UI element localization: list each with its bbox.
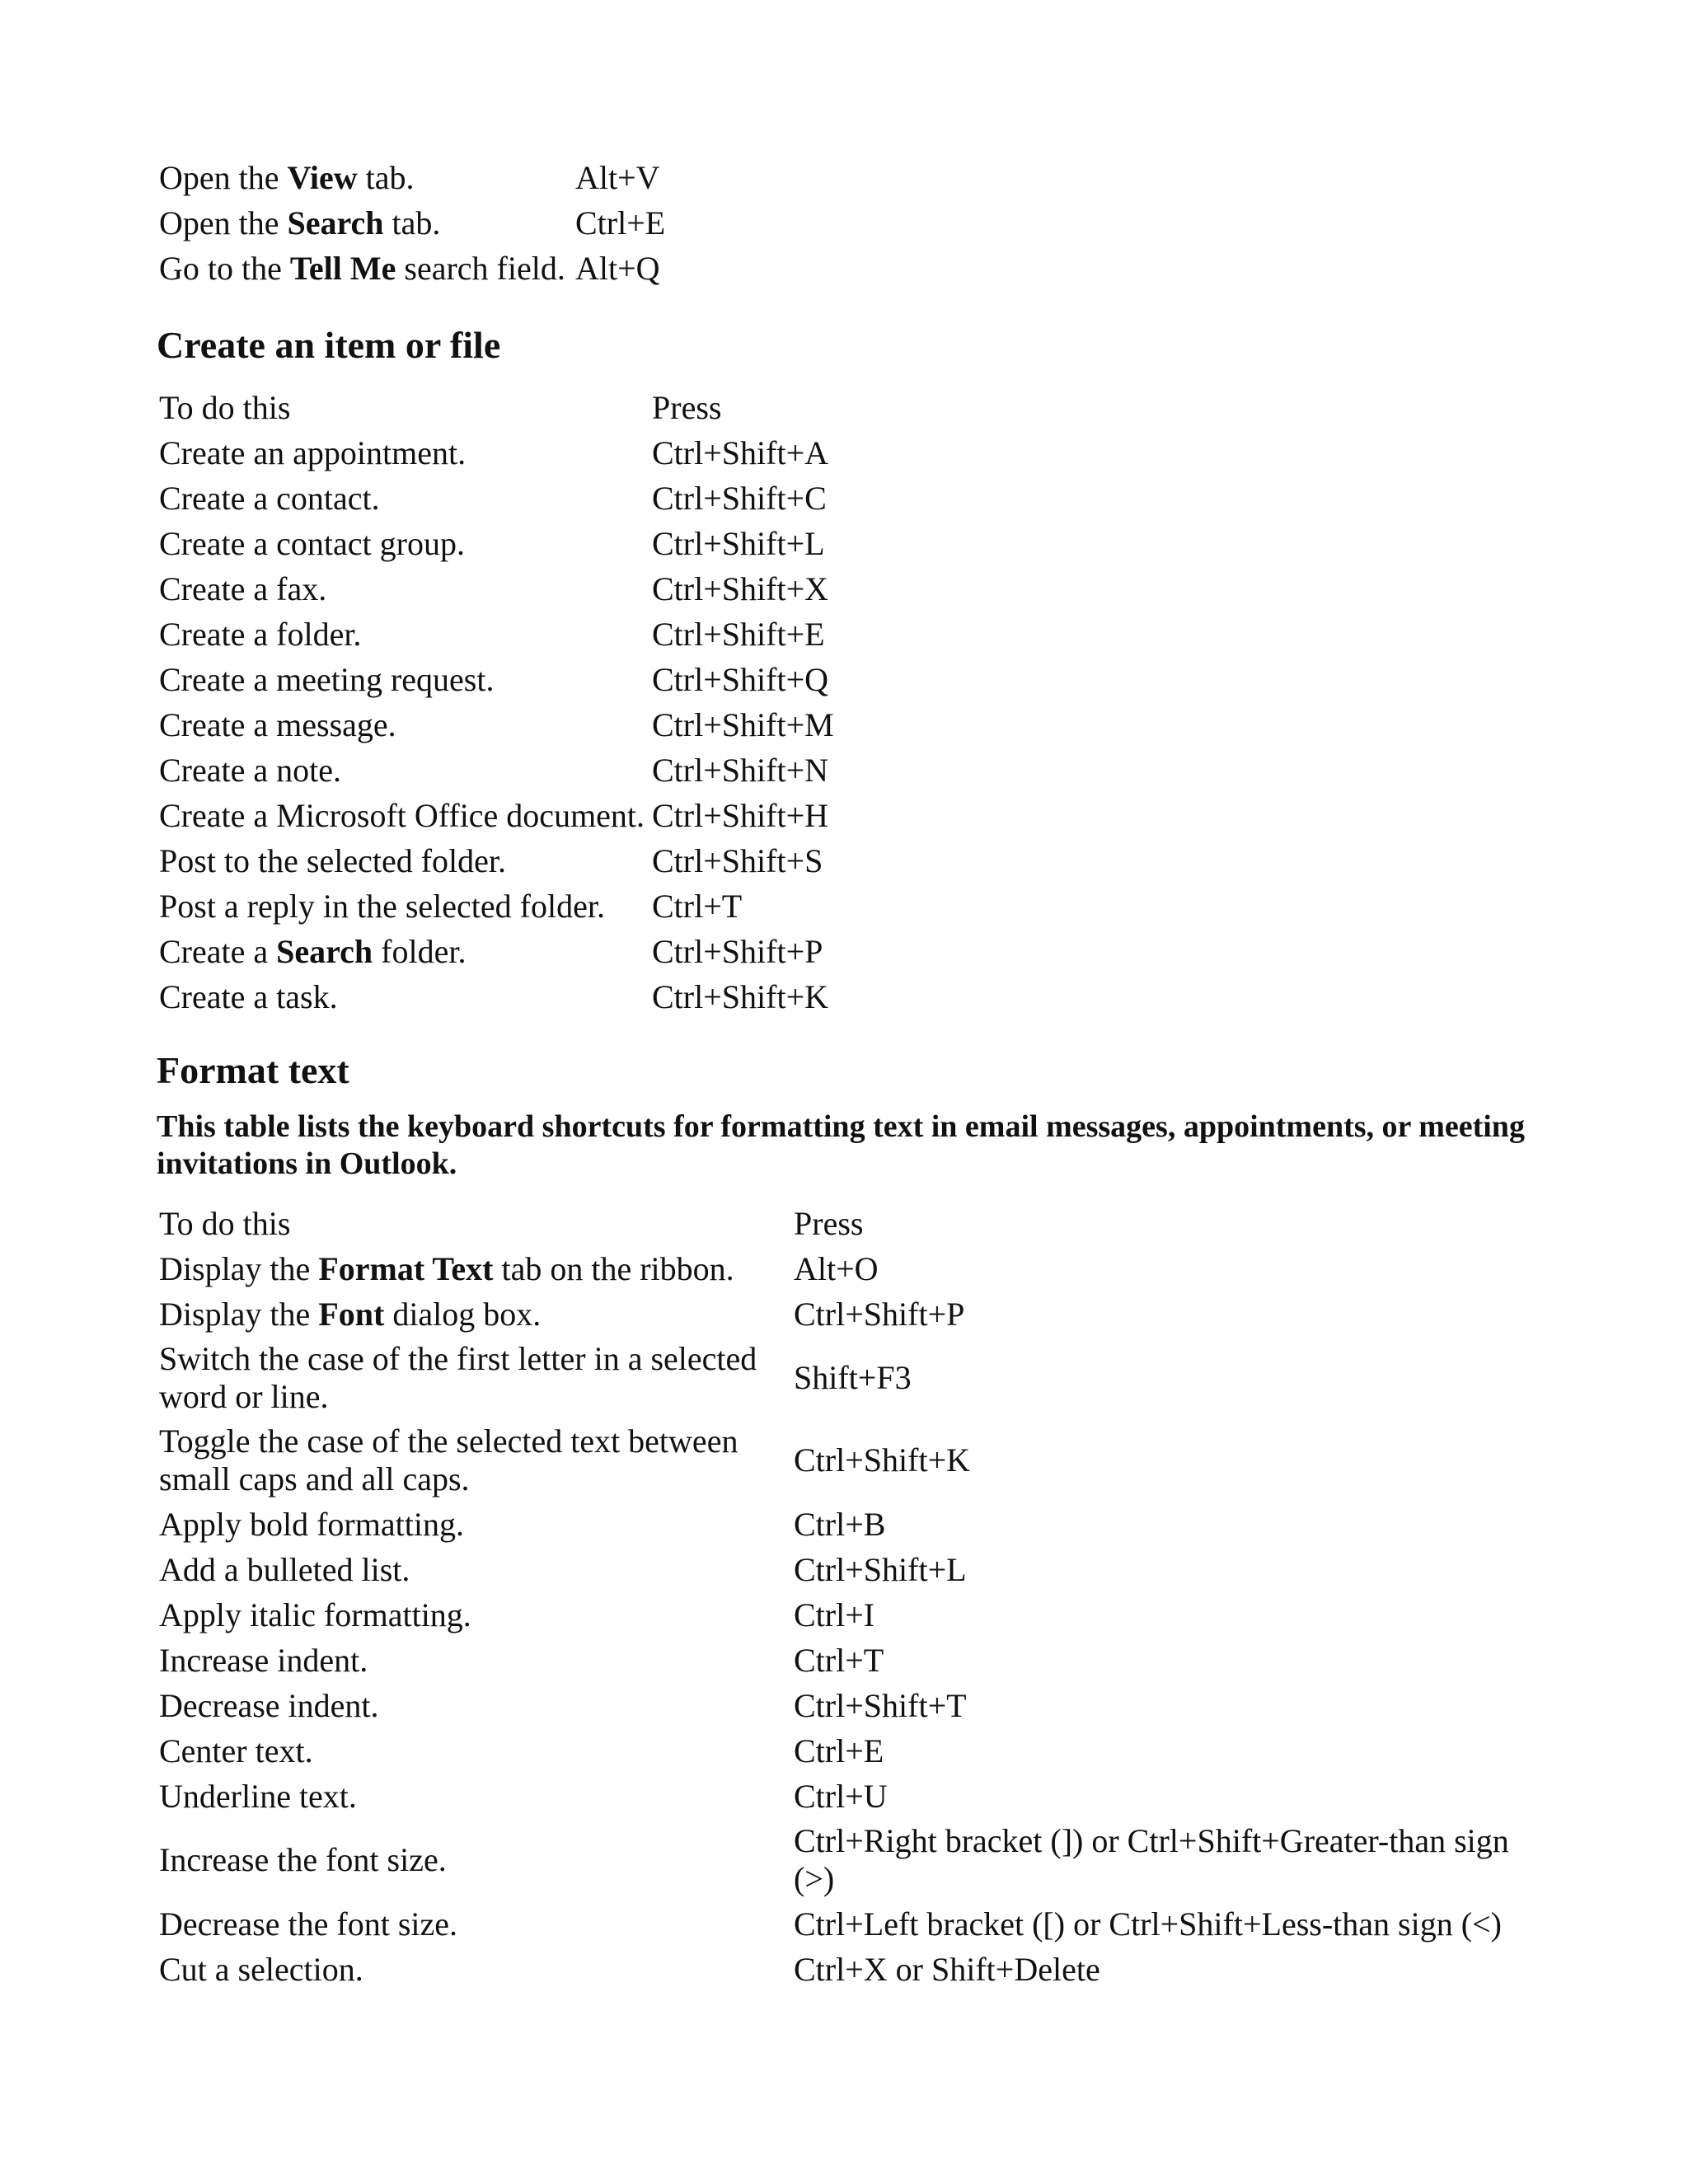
keys-cell: Ctrl+Shift+X xyxy=(652,569,829,607)
table-row xyxy=(159,430,834,476)
table-row xyxy=(159,883,834,929)
table-row xyxy=(159,974,834,1019)
table-header-row xyxy=(159,385,834,430)
table-row xyxy=(159,200,665,246)
action-cell: Decrease the font size. xyxy=(159,1905,458,1943)
action-cell: Create an appointment. xyxy=(159,434,467,471)
table-row xyxy=(159,476,834,521)
action-cell: Create a Search folder. xyxy=(159,932,467,970)
action-cell: Create a Microsoft Office document. xyxy=(159,796,645,834)
column-header-action: To do this xyxy=(159,388,291,426)
table-row xyxy=(159,929,834,974)
action-cell: Create a contact group. xyxy=(159,524,465,562)
table-row xyxy=(159,748,834,793)
table-row xyxy=(159,155,665,200)
column-header-keys: Press xyxy=(794,1204,864,1242)
table-row xyxy=(159,1819,1519,1901)
keys-cell: Ctrl+Shift+Q xyxy=(652,660,829,698)
keys-cell: Ctrl+Shift+M xyxy=(652,705,834,743)
table-row xyxy=(159,702,834,748)
table-row xyxy=(159,1246,1519,1291)
column-header-keys: Press xyxy=(652,388,722,426)
table-row xyxy=(159,1419,1519,1502)
keys-cell: Ctrl+E xyxy=(575,204,666,241)
format-section-heading: Format text xyxy=(157,1049,349,1091)
action-cell: Add a bulleted list. xyxy=(159,1550,410,1588)
keys-cell: Ctrl+Left bracket ([) or Ctrl+Shift+Less-than sign (<) xyxy=(794,1905,1502,1943)
keys-cell: Ctrl+Shift+C xyxy=(652,479,827,517)
table-row xyxy=(159,612,834,657)
table-row xyxy=(159,1547,1519,1592)
keys-cell: Ctrl+Shift+A xyxy=(652,434,829,471)
action-cell: Post to the selected folder. xyxy=(159,841,507,879)
action-cell: Toggle the case of the selected text between small caps and all caps. xyxy=(159,1422,738,1497)
action-cell: Create a fax. xyxy=(159,569,327,607)
action-cell: Create a folder. xyxy=(159,615,362,653)
table-row xyxy=(159,1683,1519,1728)
action-cell: Open the View tab. xyxy=(159,158,415,196)
keys-cell: Ctrl+Right bracket (]) or Ctrl+Shift+Greater-than sign (>) xyxy=(794,1822,1509,1897)
table-row xyxy=(159,1291,1519,1337)
keys-cell: Ctrl+Shift+S xyxy=(652,841,823,879)
keys-cell: Ctrl+Shift+P xyxy=(794,1295,965,1333)
keys-cell: Ctrl+Shift+T xyxy=(794,1686,967,1724)
keys-cell: Ctrl+U xyxy=(794,1777,888,1815)
action-cell: Cut a selection. xyxy=(159,1950,363,1988)
keys-cell: Ctrl+Shift+K xyxy=(794,1441,971,1479)
keys-cell: Alt+V xyxy=(575,158,660,196)
table-row xyxy=(159,521,834,566)
table-row xyxy=(159,1774,1519,1819)
action-cell: Create a note. xyxy=(159,751,341,789)
keys-cell: Ctrl+Shift+L xyxy=(652,524,825,562)
action-cell: Display the Font dialog box. xyxy=(159,1295,542,1333)
keys-cell: Ctrl+X or Shift+Delete xyxy=(794,1950,1100,1988)
table-row xyxy=(159,793,834,838)
create-shortcuts-table xyxy=(159,385,834,1019)
action-cell: Create a meeting request. xyxy=(159,660,495,698)
action-cell: Apply italic formatting. xyxy=(159,1596,471,1633)
format-shortcuts-table xyxy=(159,1201,1519,1992)
keys-cell: Ctrl+Shift+E xyxy=(652,615,825,653)
keys-cell: Ctrl+T xyxy=(652,887,743,925)
table-row xyxy=(159,1901,1519,1947)
table-row xyxy=(159,838,834,883)
keys-cell: Alt+Q xyxy=(575,249,660,287)
column-header-action: To do this xyxy=(159,1204,291,1242)
table-row xyxy=(159,1728,1519,1774)
action-cell: Switch the case of the first letter in a selected word or line. xyxy=(159,1340,757,1415)
table-row xyxy=(159,1638,1519,1683)
action-cell: Create a task. xyxy=(159,977,338,1015)
keys-cell: Ctrl+Shift+N xyxy=(652,751,829,789)
action-cell: Go to the Tell Me search field. xyxy=(159,249,565,287)
table-row xyxy=(159,1592,1519,1638)
keys-cell: Ctrl+Shift+K xyxy=(652,977,829,1015)
format-section-intro: This table lists the keyboard shortcuts for formatting text in email messages, appointments, or meeting invitations in Outlook. xyxy=(157,1109,1525,1181)
table-row xyxy=(159,657,834,702)
keys-cell: Alt+O xyxy=(794,1249,879,1287)
keys-cell: Ctrl+Shift+H xyxy=(652,796,829,834)
action-cell: Create a contact. xyxy=(159,479,380,517)
action-cell: Center text. xyxy=(159,1732,313,1769)
keys-cell: Ctrl+I xyxy=(794,1596,875,1633)
action-cell: Increase indent. xyxy=(159,1641,368,1679)
table-row xyxy=(159,566,834,612)
action-cell: Open the Search tab. xyxy=(159,204,441,241)
action-cell: Display the Format Text tab on the ribbon. xyxy=(159,1249,734,1287)
action-cell: Post a reply in the selected folder. xyxy=(159,887,605,925)
create-section-heading: Create an item or file xyxy=(157,324,501,366)
action-cell: Increase the font size. xyxy=(159,1841,447,1878)
table-row xyxy=(159,1502,1519,1547)
action-cell: Create a message. xyxy=(159,705,396,743)
keys-cell: Ctrl+E xyxy=(794,1732,884,1769)
action-cell: Apply bold formatting. xyxy=(159,1505,464,1543)
table-row xyxy=(159,1337,1519,1419)
action-cell: Decrease indent. xyxy=(159,1686,379,1724)
keys-cell: Ctrl+B xyxy=(794,1505,886,1543)
navigation-shortcuts-table xyxy=(159,155,665,291)
keys-cell: Ctrl+T xyxy=(794,1641,884,1679)
table-row xyxy=(159,246,665,291)
keys-cell: Ctrl+Shift+L xyxy=(794,1550,967,1588)
action-cell: Underline text. xyxy=(159,1777,357,1815)
keys-cell: Shift+F3 xyxy=(794,1359,912,1396)
table-header-row xyxy=(159,1201,1519,1246)
keys-cell: Ctrl+Shift+P xyxy=(652,932,823,970)
table-row xyxy=(159,1947,1519,1992)
